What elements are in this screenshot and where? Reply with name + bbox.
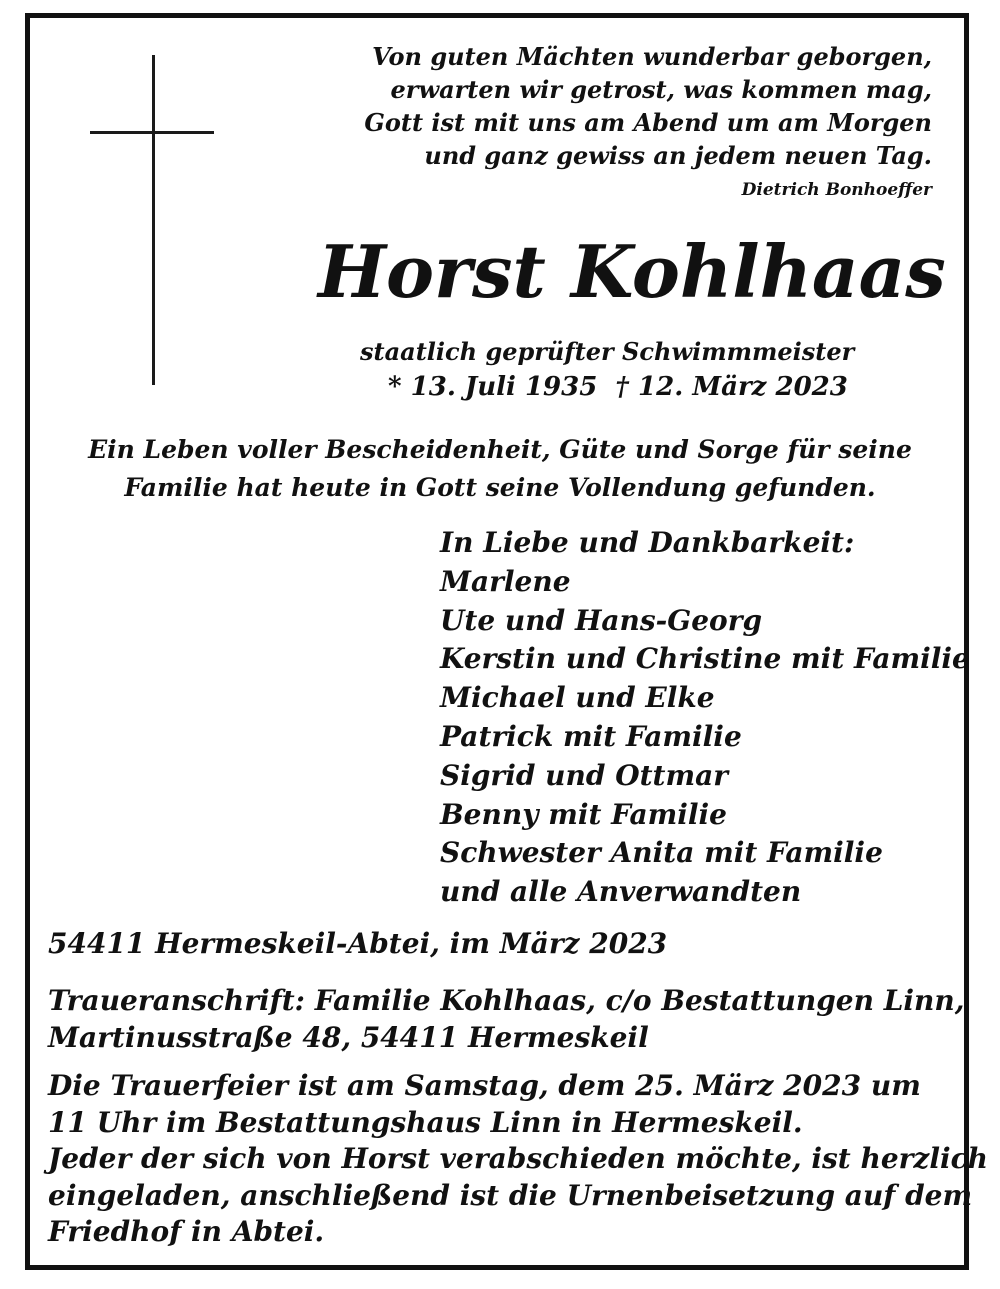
mourner-name: Kerstin und Christine mit Familie (440, 642, 970, 676)
cross-icon (152, 55, 155, 385)
mourner-name: Sigrid und Ottmar (440, 758, 728, 792)
mourner-name: Ute und Hans-Georg (440, 603, 763, 637)
funeral-line: Friedhof in Abtei. (48, 1215, 325, 1248)
quote-line: und ganz gewiss an jedem neuen Tag. (424, 141, 932, 170)
mourner-name: Marlene (440, 564, 571, 598)
mourner-name: und alle Anverwandten (440, 875, 802, 909)
address-line: Martinusstraße 48, 54411 Hermeskeil (48, 1020, 649, 1054)
mourners-list (440, 524, 970, 912)
funeral-line: Jeder der sich von Horst verabschieden möchte, ist herzlich (48, 1142, 988, 1175)
bonhoeffer-quote (364, 40, 932, 172)
mourners-heading: In Liebe und Dankbarkeit: (440, 526, 855, 559)
funeral-info (48, 1068, 988, 1251)
quote-author: Dietrich Bonhoeffer (741, 180, 932, 200)
tribute-line: Ein Leben voller Bescheidenheit, Güte und Sorge für seine (88, 435, 912, 464)
mourner-name: Schwester Anita mit Familie (440, 836, 883, 870)
quote-line: erwarten wir getrost, was kommen mag, (390, 75, 932, 104)
mourning-address (48, 983, 965, 1056)
deceased-name: Horst Kohlhaas (318, 229, 946, 314)
address-line: Traueranschrift: Familie Kohlhaas, c/o Bestattungen Linn, (48, 984, 965, 1017)
quote-line: Gott ist mit uns am Abend um am Morgen (364, 108, 932, 137)
funeral-line: eingeladen, anschließend ist die Urnenbeisetzung auf dem (48, 1178, 973, 1212)
tribute-text (0, 431, 1000, 507)
place-date: 54411 Hermeskeil-Abtei, im März 2023 (48, 927, 668, 960)
funeral-line: Die Trauerfeier ist am Samstag, dem 25. März 2023 um (48, 1069, 921, 1102)
cross-icon-bar (90, 131, 214, 134)
mourner-name: Benny mit Familie (440, 797, 727, 831)
mourner-name: Michael und Elke (440, 681, 715, 715)
quote-line: Von guten Mächten wunderbar geborgen, (372, 42, 932, 71)
funeral-line: 11 Uhr im Bestattungshaus Linn in Hermeskeil. (48, 1105, 803, 1139)
deceased-profession: staatlich geprüfter Schwimmmeister (360, 337, 855, 366)
deceased-dates: * 13. Juli 1935 † 12. März 2023 (388, 372, 848, 402)
mourner-name: Patrick mit Familie (440, 719, 742, 753)
tribute-line: Familie hat heute in Gott seine Vollendung gefunden. (124, 473, 876, 502)
